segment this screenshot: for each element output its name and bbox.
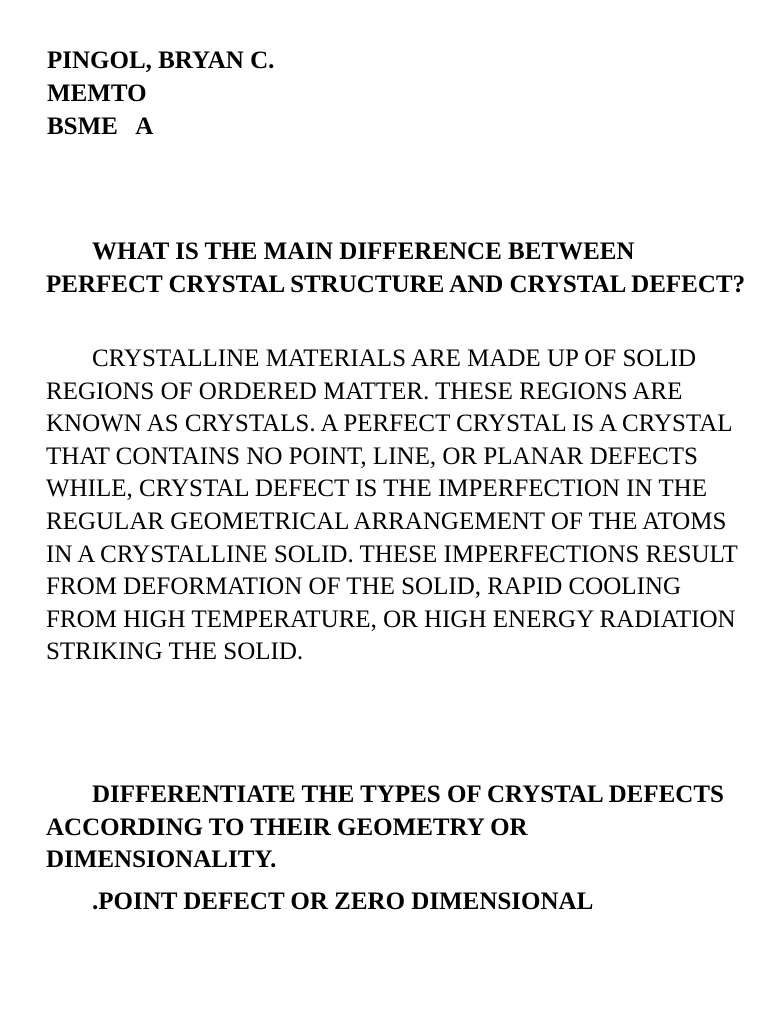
course-section: BSME A (47, 113, 154, 140)
section-subheading: .POINT DEFECT OR ZERO DIMENSIONAL (92, 888, 594, 915)
student-header (47, 44, 274, 143)
answer-paragraph: CRYSTALLINE MATERIALS ARE MADE UP OF SOLID REGIONS OF ORDERED MATTER. THESE REGIONS ARE KNOWN AS CRYSTALS. A PERFECT CRYSTAL IS A CRYSTAL THAT CONTAINS NO POINT, LINE, OR PLANAR DEFECTS WHILE, CRYSTAL DEFECT IS THE IMPERFECTION IN THE REGULAR GEOMETRICAL ARRANGEMENT OF THE ATOMS IN A CRYSTALLINE SOLID. THESE IMPERFECTIONS RESULT FROM DEFORMATION OF THE SOLID, RAPID COOLING FROM HIGH TEMPERATURE, OR HIGH ENERGY RADIATION STRIKING THE SOLID. (46, 345, 738, 666)
question-heading: WHAT IS THE MAIN DIFFERENCE BETWEEN PERFECT CRYSTAL STRUCTURE AND CRYSTAL DEFECT? (46, 238, 746, 298)
subject-code: MEMTO (47, 80, 147, 107)
student-name: PINGOL, BRYAN C. (47, 47, 275, 74)
question-heading: DIFFERENTIATE THE TYPES OF CRYSTAL DEFECTS ACCORDING TO THEIR GEOMETRY OR DIMENSIONALITY. (46, 781, 724, 873)
